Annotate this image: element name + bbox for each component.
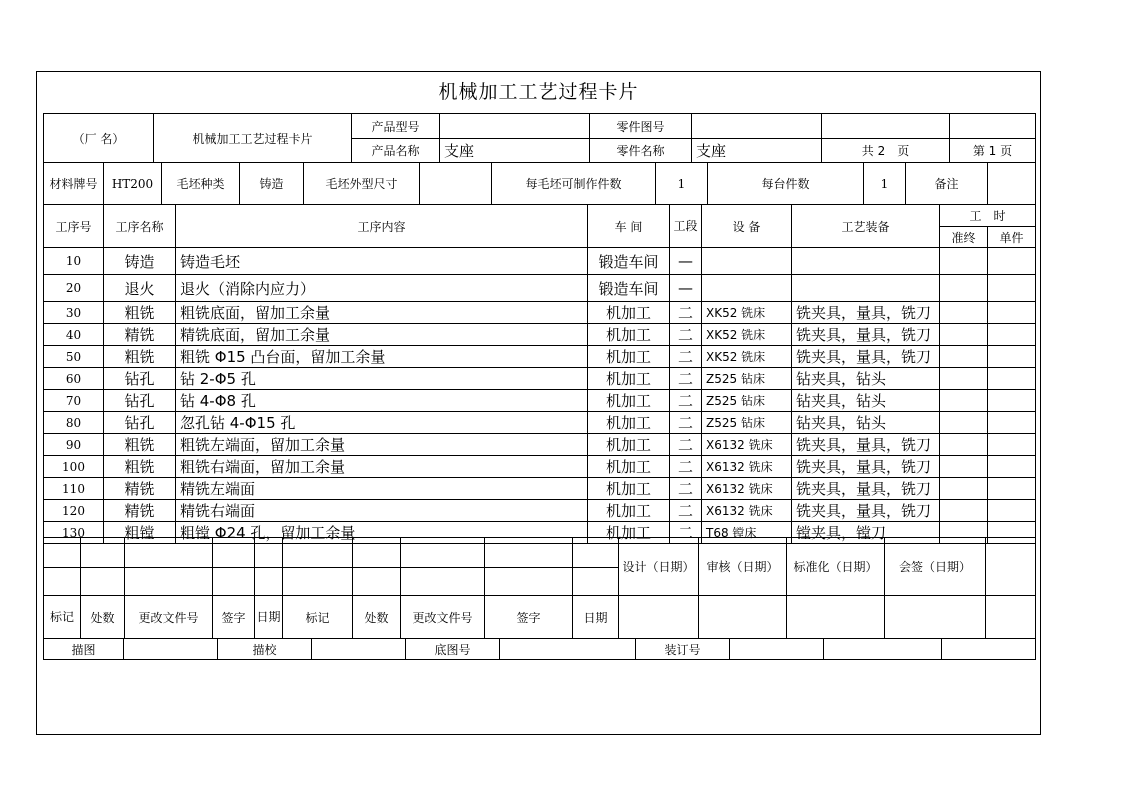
op-equipment[interactable]: Z525 钻床 [702, 390, 792, 412]
op-name[interactable]: 钻孔 [104, 412, 176, 434]
col-prep-time: 准终 [940, 227, 988, 248]
op-unit-time[interactable] [988, 478, 1036, 500]
product-name-label: 产品名称 [352, 139, 440, 163]
signoff-blank[interactable] [255, 538, 283, 568]
op-no[interactable]: 130 [44, 522, 104, 544]
op-unit-time[interactable] [988, 390, 1036, 412]
op-content[interactable]: 精铣左端面 [176, 478, 588, 500]
operation-row [44, 434, 1036, 456]
op-section[interactable]: — [670, 248, 702, 275]
op-tooling[interactable]: 铣夹具，量具，铣刀 [792, 500, 940, 522]
op-name[interactable]: 粗铣 [104, 456, 176, 478]
op-no[interactable]: 40 [44, 324, 104, 346]
op-tooling[interactable]: 钻夹具，钻头 [792, 368, 940, 390]
part-drawing-no-label: 零件图号 [590, 114, 692, 139]
signoff-blank[interactable] [283, 568, 353, 596]
footer-table [43, 638, 1036, 660]
op-section[interactable]: 二 [670, 346, 702, 368]
blank-type-label: 毛坯种类 [162, 163, 240, 205]
op-workshop[interactable]: 锻造车间 [588, 248, 670, 275]
op-equipment[interactable]: X6132 铣床 [702, 456, 792, 478]
op-unit-time[interactable] [988, 346, 1036, 368]
op-unit-time[interactable] [988, 500, 1036, 522]
parts-per-blank-value[interactable]: 1 [656, 163, 708, 205]
op-content[interactable]: 精铣底面，留加工余量 [176, 324, 588, 346]
op-content[interactable]: 粗铣右端面，留加工余量 [176, 456, 588, 478]
count-label: 处数 [353, 596, 401, 639]
op-workshop[interactable]: 机加工 [588, 478, 670, 500]
op-content[interactable]: 钻 2-Φ5 孔 [176, 368, 588, 390]
op-tooling[interactable]: 铣夹具，量具，铣刀 [792, 346, 940, 368]
op-workshop[interactable]: 机加工 [588, 456, 670, 478]
op-content[interactable]: 退火（消除内应力） [176, 275, 588, 302]
mark-label: 标记 [44, 596, 81, 639]
op-name[interactable]: 粗镗 [104, 522, 176, 544]
footer-blank[interactable] [312, 639, 406, 660]
blank-size-value[interactable] [420, 163, 492, 205]
signoff-blank[interactable] [283, 538, 353, 568]
op-no[interactable]: 20 [44, 275, 104, 302]
op-no[interactable]: 120 [44, 500, 104, 522]
footer-blank[interactable] [124, 639, 218, 660]
op-name[interactable]: 粗铣 [104, 302, 176, 324]
op-equipment[interactable]: X6132 铣床 [702, 478, 792, 500]
operation-row [44, 368, 1036, 390]
op-prep-time[interactable] [940, 302, 988, 324]
op-name[interactable]: 精铣 [104, 478, 176, 500]
operation-row [44, 248, 1036, 275]
parts-per-unit-value[interactable]: 1 [864, 163, 906, 205]
change-doc-no-label: 更改文件号 [401, 596, 485, 639]
total-pages: 共 2 页 [822, 139, 950, 163]
op-workshop[interactable]: 机加工 [588, 346, 670, 368]
base-drawing-no-label: 底图号 [406, 639, 500, 660]
op-prep-time[interactable] [940, 456, 988, 478]
op-no[interactable]: 80 [44, 412, 104, 434]
op-equipment[interactable]: Z525 钻床 [702, 412, 792, 434]
countersign-date-label: 会签（日期） [885, 538, 986, 596]
op-name[interactable]: 退火 [104, 275, 176, 302]
op-content[interactable]: 粗铣 Φ15 凸台面，留加工余量 [176, 346, 588, 368]
signoff-blank[interactable] [401, 568, 485, 596]
op-equipment[interactable] [702, 275, 792, 302]
signoff-blank[interactable] [986, 538, 1036, 596]
col-unit-time: 单件 [988, 227, 1036, 248]
part-name-value[interactable]: 支座 [692, 139, 822, 163]
op-prep-time[interactable] [940, 478, 988, 500]
signoff-blank[interactable] [573, 538, 619, 568]
standardize-date-label: 标准化（日期） [787, 538, 885, 596]
operation-row [44, 275, 1036, 302]
op-prep-time[interactable] [940, 434, 988, 456]
parts-per-unit-label: 每台件数 [708, 163, 864, 205]
op-unit-time[interactable] [988, 324, 1036, 346]
signoff-blank[interactable] [401, 538, 485, 568]
op-unit-time[interactable] [988, 412, 1036, 434]
blank-size-label: 毛坯外型尺寸 [304, 163, 420, 205]
operations-table [43, 204, 1036, 544]
op-no[interactable]: 30 [44, 302, 104, 324]
op-section[interactable]: — [670, 275, 702, 302]
blank-type-value[interactable]: 铸造 [240, 163, 304, 205]
op-section[interactable]: 二 [670, 368, 702, 390]
card-name: 机械加工工艺过程卡片 [154, 114, 352, 163]
op-prep-time[interactable] [940, 248, 988, 275]
op-name[interactable]: 铸造 [104, 248, 176, 275]
op-section[interactable]: 二 [670, 324, 702, 346]
operation-row [44, 390, 1036, 412]
signoff-blank[interactable] [573, 568, 619, 596]
op-content[interactable]: 精铣右端面 [176, 500, 588, 522]
op-section[interactable]: 二 [670, 478, 702, 500]
operation-row [44, 302, 1036, 324]
card-title: 机械加工工艺过程卡片 [438, 81, 639, 103]
product-model-value[interactable] [440, 114, 590, 139]
op-section[interactable]: 二 [670, 412, 702, 434]
col-op-no: 工序号 [44, 205, 104, 248]
signoff-blank[interactable] [125, 538, 213, 568]
op-name[interactable]: 粗铣 [104, 346, 176, 368]
design-date-label: 设计（日期） [619, 538, 699, 596]
change-doc-no-label: 更改文件号 [125, 596, 213, 639]
header-table [43, 113, 1036, 163]
op-no[interactable]: 50 [44, 346, 104, 368]
op-workshop[interactable]: 机加工 [588, 324, 670, 346]
op-content[interactable]: 粗镗 Φ24 孔，留加工余量 [176, 522, 588, 544]
op-workshop[interactable]: 机加工 [588, 390, 670, 412]
op-unit-time[interactable] [988, 248, 1036, 275]
col-op-name: 工序名称 [104, 205, 176, 248]
operation-row [44, 456, 1036, 478]
op-tooling[interactable]: 镗夹具，镗刀 [792, 522, 940, 544]
op-section[interactable]: 二 [670, 434, 702, 456]
trace-label: 描图 [44, 639, 124, 660]
signoff-table [43, 537, 1036, 639]
op-equipment[interactable]: XK52 铣床 [702, 302, 792, 324]
op-equipment[interactable]: X6132 铣床 [702, 500, 792, 522]
op-workshop[interactable]: 机加工 [588, 368, 670, 390]
op-tooling[interactable]: 铣夹具，量具，铣刀 [792, 302, 940, 324]
signoff-blank[interactable] [485, 568, 573, 596]
op-name[interactable]: 钻孔 [104, 368, 176, 390]
op-no[interactable]: 60 [44, 368, 104, 390]
op-tooling[interactable]: 铣夹具，量具，铣刀 [792, 324, 940, 346]
op-content[interactable]: 粗铣底面，留加工余量 [176, 302, 588, 324]
op-prep-time[interactable] [940, 368, 988, 390]
part-drawing-no-value[interactable] [692, 114, 822, 139]
signoff-blank[interactable] [353, 568, 401, 596]
signoff-blank[interactable] [353, 538, 401, 568]
remarks-value[interactable] [988, 163, 1036, 205]
signoff-blank[interactable] [619, 596, 699, 639]
product-name-value[interactable]: 支座 [440, 139, 590, 163]
signoff-blank[interactable] [81, 568, 125, 596]
op-content[interactable]: 钻 4-Φ8 孔 [176, 390, 588, 412]
op-no[interactable]: 100 [44, 456, 104, 478]
date-label: 日期 [573, 596, 619, 639]
op-unit-time[interactable] [988, 456, 1036, 478]
op-prep-time[interactable] [940, 324, 988, 346]
op-prep-time[interactable] [940, 390, 988, 412]
header-blank-2 [950, 114, 1036, 139]
material-label: 材料牌号 [44, 163, 104, 205]
parts-per-blank-label: 每毛坯可制作件数 [492, 163, 656, 205]
op-tooling[interactable] [792, 248, 940, 275]
operation-row [44, 346, 1036, 368]
signature-label: 签字 [485, 596, 573, 639]
material-value[interactable]: HT200 [104, 163, 162, 205]
op-equipment[interactable]: XK52 铣床 [702, 346, 792, 368]
op-workshop[interactable]: 机加工 [588, 500, 670, 522]
op-equipment[interactable]: XK52 铣床 [702, 324, 792, 346]
op-unit-time[interactable] [988, 434, 1036, 456]
op-prep-time[interactable] [940, 500, 988, 522]
op-equipment[interactable]: T68 镗床 [702, 522, 792, 544]
signoff-blank[interactable] [885, 596, 986, 639]
col-workshop: 车 间 [588, 205, 670, 248]
op-section[interactable]: 二 [670, 456, 702, 478]
remarks-label: 备注 [906, 163, 988, 205]
signoff-blank[interactable] [213, 568, 255, 596]
op-tooling[interactable]: 铣夹具，量具，铣刀 [792, 478, 940, 500]
signoff-blank[interactable] [81, 538, 125, 568]
operation-row [44, 324, 1036, 346]
op-no[interactable]: 70 [44, 390, 104, 412]
part-name-label: 零件名称 [590, 139, 692, 163]
footer-blank[interactable] [942, 639, 1036, 660]
op-workshop[interactable]: 机加工 [588, 302, 670, 324]
op-no[interactable]: 110 [44, 478, 104, 500]
op-section[interactable]: 二 [670, 522, 702, 544]
op-workshop[interactable]: 机加工 [588, 412, 670, 434]
op-unit-time[interactable] [988, 368, 1036, 390]
signoff-blank[interactable] [125, 568, 213, 596]
op-tooling[interactable]: 铣夹具，量具，铣刀 [792, 434, 940, 456]
op-name[interactable]: 钻孔 [104, 390, 176, 412]
trace-check-label: 描校 [218, 639, 312, 660]
op-name[interactable]: 粗铣 [104, 434, 176, 456]
op-prep-time[interactable] [940, 412, 988, 434]
factory-name: （厂 名） [44, 114, 154, 163]
operation-row [44, 500, 1036, 522]
op-prep-time[interactable] [940, 346, 988, 368]
op-unit-time[interactable] [988, 275, 1036, 302]
product-model-label: 产品型号 [352, 114, 440, 139]
op-no[interactable]: 90 [44, 434, 104, 456]
op-tooling[interactable] [792, 275, 940, 302]
footer-blank[interactable] [730, 639, 824, 660]
col-time: 工 时 [940, 205, 1036, 227]
op-tooling[interactable]: 铣夹具，量具，铣刀 [792, 456, 940, 478]
signoff-blank[interactable] [44, 538, 81, 568]
header-blank-1 [822, 114, 950, 139]
col-equipment: 设 备 [702, 205, 792, 248]
signoff-blank[interactable] [485, 538, 573, 568]
op-workshop[interactable]: 机加工 [588, 434, 670, 456]
op-section[interactable]: 二 [670, 302, 702, 324]
operation-row [44, 478, 1036, 500]
col-tooling: 工艺装备 [792, 205, 940, 248]
signoff-blank[interactable] [787, 596, 885, 639]
footer-blank[interactable] [500, 639, 636, 660]
signature-label: 签字 [213, 596, 255, 639]
op-tooling[interactable]: 钻夹具，钻头 [792, 390, 940, 412]
op-workshop[interactable]: 机加工 [588, 522, 670, 544]
review-date-label: 审核（日期） [699, 538, 787, 596]
op-name[interactable]: 精铣 [104, 500, 176, 522]
op-equipment[interactable]: X6132 铣床 [702, 434, 792, 456]
op-prep-time[interactable] [940, 275, 988, 302]
op-workshop[interactable]: 锻造车间 [588, 275, 670, 302]
binding-no-label: 装订号 [636, 639, 730, 660]
col-op-content: 工序内容 [176, 205, 588, 248]
op-content[interactable]: 铸造毛坯 [176, 248, 588, 275]
op-section[interactable]: 二 [670, 390, 702, 412]
op-equipment[interactable] [702, 248, 792, 275]
footer-blank[interactable] [824, 639, 942, 660]
op-unit-time[interactable] [988, 302, 1036, 324]
signoff-blank[interactable] [986, 596, 1036, 639]
col-section: 工段 [670, 205, 702, 248]
page-no: 第 1 页 [950, 139, 1036, 163]
op-no[interactable]: 10 [44, 248, 104, 275]
op-section[interactable]: 二 [670, 500, 702, 522]
op-name[interactable]: 精铣 [104, 324, 176, 346]
op-tooling[interactable]: 钻夹具，钻头 [792, 412, 940, 434]
date-label: 日期 [255, 596, 283, 639]
op-equipment[interactable]: Z525 钻床 [702, 368, 792, 390]
signoff-blank[interactable] [213, 538, 255, 568]
signoff-blank[interactable] [699, 596, 787, 639]
count-label: 处数 [81, 596, 125, 639]
op-content[interactable]: 忽孔钻 4-Φ15 孔 [176, 412, 588, 434]
material-table [43, 162, 1036, 205]
operation-row [44, 412, 1036, 434]
op-content[interactable]: 粗铣左端面，留加工余量 [176, 434, 588, 456]
signoff-blank[interactable] [255, 568, 283, 596]
signoff-blank[interactable] [44, 568, 81, 596]
mark-label: 标记 [283, 596, 353, 639]
